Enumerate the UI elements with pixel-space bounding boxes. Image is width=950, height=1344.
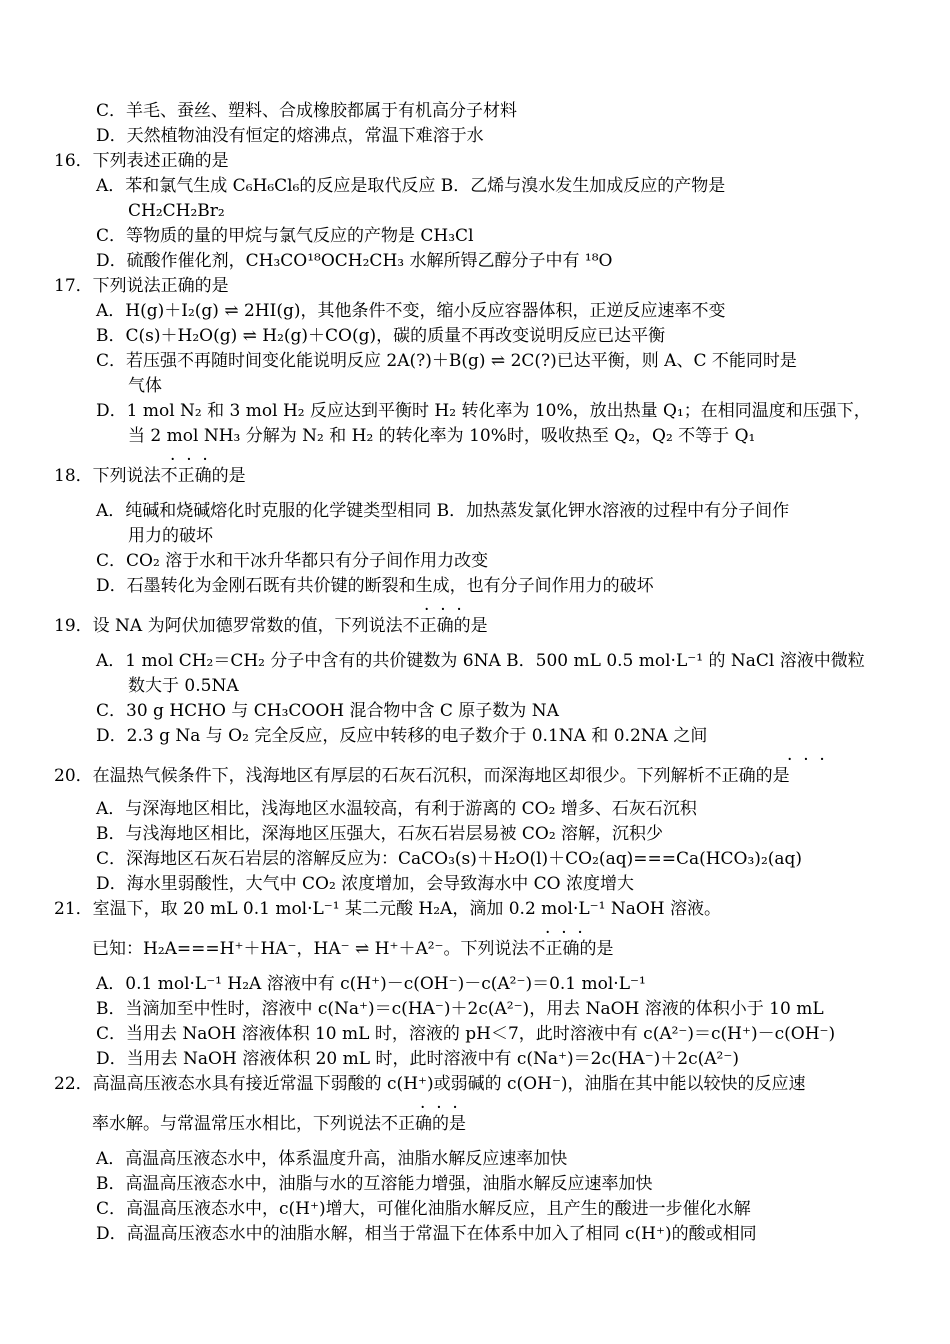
q19-options-ab: A．1 mol CH₂＝CH₂ 分子中含有的共价键数为 6NA B．500 mL 0.5 mol·L⁻¹ 的 NaCl 溶液中微粒: [96, 651, 865, 671]
q21-stem: 21．室温下，取 20 mL 0.1 mol·L⁻¹ 某二元酸 H₂A，滴加 0.2 mol·L⁻¹ NaOH 溶液。: [54, 899, 722, 919]
q15-option-d: D．天然植物油没有恒定的熔沸点，常温下难溶于水: [96, 126, 484, 146]
q20-option-a: A．与深海地区相比，浅海地区水温较高，有利于游离的 CO₂ 增多、石灰石沉积: [96, 799, 697, 819]
q21-option-b: B．当滴加至中性时，溶液中 c(Na⁺)＝c(HA⁻)＋2c(A²⁻)，用去 NaOH 溶液的体积小于 10 mL: [96, 999, 824, 1019]
q22-option-b: B．高温高压液态水中，油脂与水的互溶能力增强，油脂水解反应速率加快: [96, 1174, 653, 1194]
q19-stem: 19．设 NA 为阿伏加德罗常数的值，下列说法不正确的是: [54, 616, 488, 636]
q17-stem: 17．下列说法正确的是: [54, 276, 229, 296]
q17-option-d: D．1 mol N₂ 和 3 mol H₂ 反应达到平衡时 H₂ 转化率为 10%，放出热量 Q₁；在相同温度和压强下，: [96, 401, 871, 421]
q16-option-c: C．等物质的量的甲烷与氯气反应的产物是 CH₃Cl: [96, 226, 474, 246]
q21-option-a: A．0.1 mol·L⁻¹ H₂A 溶液中有 c(H⁺)－c(OH⁻)－c(A²⁻)＝0.1 mol·L⁻¹: [96, 974, 646, 994]
q19-option-c: C．30 g HCHO 与 CH₃COOH 混合物中含 C 原子数为 NA: [96, 701, 559, 721]
q20-option-d: D．海水里弱酸性，大气中 CO₂ 浓度增加，会导致海水中 CO 浓度增大: [96, 874, 634, 894]
q21-option-c: C．当用去 NaOH 溶液体积 10 mL 时，溶液的 pH＜7，此时溶液中有 c(A²⁻)＝c(H⁺)－c(OH⁻): [96, 1024, 836, 1044]
q22-option-a: A．高温高压液态水中，体系温度升高，油脂水解反应速率加快: [96, 1149, 568, 1169]
q19-option-b-cont: 数大于 0.5NA: [128, 676, 239, 696]
q22-stem-cont: 率水解。与常温常压水相比，下列说法不正确的是: [92, 1114, 466, 1134]
emphasis-dots: · · ·: [787, 750, 825, 770]
q18-option-c: C．CO₂ 溶于水和干冰升华都只有分子间作用力改变: [96, 551, 489, 571]
emphasis-dots: · · ·: [545, 923, 583, 943]
q18-options-ab: A．纯碱和烧碱熔化时克服的化学键类型相同 B．加热蒸发氯化钾水溶液的过程中有分子间作: [96, 501, 790, 521]
q16-options-ab: A．苯和氯气生成 C₆H₆Cl₆的反应是取代反应 B．乙烯与溴水发生加成反应的产物是: [96, 176, 726, 196]
emphasis-dots: · · ·: [170, 450, 208, 470]
q17-option-b: B．C(s)＋H₂O(g) ⇌ H₂(g)＋CO(g)，碳的质量不再改变说明反应已达平衡: [96, 326, 666, 346]
emphasis-dots: · · ·: [424, 600, 462, 620]
q21-known: 已知：H₂A===H⁺＋HA⁻，HA⁻ ⇌ H⁺＋A²⁻。下列说法不正确的是: [92, 939, 614, 959]
q22-option-d: D．高温高压液态水中的油脂水解，相当于常温下在体系中加入了相同 c(H⁺)的酸或相同: [96, 1224, 757, 1244]
emphasis-dots: · · ·: [420, 1098, 458, 1118]
q17-option-d-cont: 当 2 mol NH₃ 分解为 N₂ 和 H₂ 的转化率为 10%时，吸收热至 Q₂，Q₂ 不等于 Q₁: [128, 426, 756, 446]
q22-option-c: C．高温高压液态水中，c(H⁺)增大，可催化油脂水解反应，且产生的酸进一步催化水解: [96, 1199, 751, 1219]
q21-option-d: D．当用去 NaOH 溶液体积 20 mL 时，此时溶液中有 c(Na⁺)＝2c(HA⁻)＋2c(A²⁻): [96, 1049, 739, 1069]
q16-option-d: D．硫酸作催化剂，CH₃CO¹⁸OCH₂CH₃ 水解所锝乙醇分子中有 ¹⁸O: [96, 251, 613, 271]
q17-option-a: A．H(g)＋I₂(g) ⇌ 2HI(g)，其他条件不变，缩小反应容器体积，正逆反应速率不变: [96, 301, 726, 321]
q18-option-d: D．石墨转化为金刚石既有共价键的断裂和生成，也有分子间作用力的破坏: [96, 576, 654, 596]
q15-option-c: C．羊毛、蚕丝、塑料、合成橡胶都属于有机高分子材料: [96, 101, 518, 121]
q18-option-b-cont: 用力的破坏: [128, 526, 213, 546]
q20-option-b: B．与浅海地区相比，深海地区压强大，石灰石岩层易被 CO₂ 溶解，沉积少: [96, 824, 664, 844]
q17-option-c: C．若压强不再随时间变化能说明反应 2A(?)＋B(g) ⇌ 2C(?)已达平衡，则 A、C 不能同时是: [96, 351, 797, 371]
q18-stem: 18．下列说法不正确的是: [54, 466, 246, 486]
q19-option-d: D．2.3 g Na 与 O₂ 完全反应，反应中转移的电子数介于 0.1NA 和 0.2NA 之间: [96, 726, 708, 746]
q16-option-b-cont: CH₂CH₂Br₂: [128, 201, 225, 221]
q20-option-c: C．深海地区石灰石岩层的溶解反应为：CaCO₃(s)＋H₂O(l)＋CO₂(aq)===Ca(HCO₃)₂(aq): [96, 849, 803, 869]
q16-stem: 16．下列表述正确的是: [54, 151, 229, 171]
q22-stem: 22．高温高压液态水具有接近常温下弱酸的 c(H⁺)或弱碱的 c(OH⁻)，油脂在其中能以较快的反应速: [54, 1074, 806, 1094]
q17-option-c-cont: 气体: [128, 376, 162, 396]
q20-stem: 20．在温热气候条件下，浅海地区有厚层的石灰石沉积，而深海地区却很少。下列解析不正确的是: [54, 766, 790, 786]
